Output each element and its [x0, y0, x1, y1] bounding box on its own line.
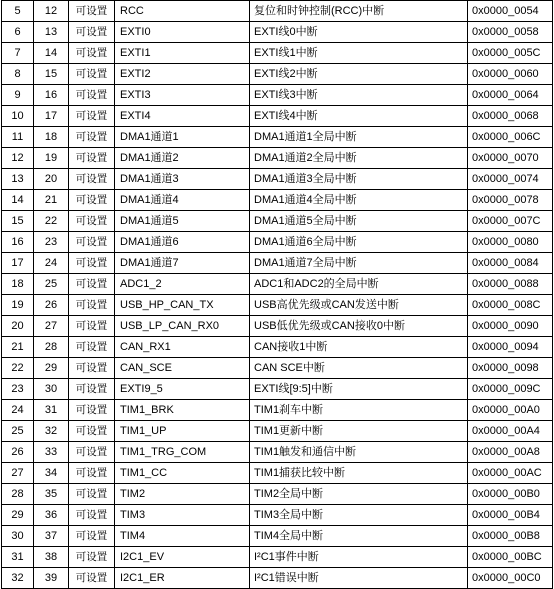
description-cell: 复位和时钟控制(RCC)中断 — [250, 1, 468, 22]
table-row — [2, 505, 553, 526]
description-cell: TIM1触发和通信中断 — [250, 442, 468, 463]
address-cell: 0x0000_0054 — [468, 1, 553, 22]
position-cell: 12 — [2, 148, 34, 169]
description-cell: TIM1更新中断 — [250, 421, 468, 442]
priority-type-cell: 可设置 — [69, 253, 115, 274]
description-cell: CAN接收1中断 — [250, 337, 468, 358]
interrupt-name-cell: USB_HP_CAN_TX — [115, 295, 250, 316]
description-cell: EXTI线4中断 — [250, 106, 468, 127]
priority-cell: 19 — [34, 148, 69, 169]
priority-type-cell: 可设置 — [69, 337, 115, 358]
priority-cell: 24 — [34, 253, 69, 274]
priority-type-cell: 可设置 — [69, 64, 115, 85]
address-cell: 0x0000_00B8 — [468, 526, 553, 547]
interrupt-name-cell: I2C1_ER — [115, 568, 250, 589]
priority-cell: 12 — [34, 1, 69, 22]
priority-cell: 23 — [34, 232, 69, 253]
address-cell: 0x0000_0058 — [468, 22, 553, 43]
address-cell: 0x0000_00A0 — [468, 400, 553, 421]
priority-type-cell: 可设置 — [69, 316, 115, 337]
interrupt-name-cell: I2C1_EV — [115, 547, 250, 568]
description-cell: DMA1通道4全局中断 — [250, 190, 468, 211]
priority-cell: 20 — [34, 169, 69, 190]
table-row — [2, 211, 553, 232]
table-row — [2, 127, 553, 148]
position-cell: 17 — [2, 253, 34, 274]
table-row — [2, 463, 553, 484]
position-cell: 23 — [2, 379, 34, 400]
vector-table-container — [1, 0, 553, 589]
table-row — [2, 379, 553, 400]
position-cell: 7 — [2, 43, 34, 64]
address-cell: 0x0000_007C — [468, 211, 553, 232]
priority-cell: 31 — [34, 400, 69, 421]
position-cell: 10 — [2, 106, 34, 127]
interrupt-name-cell: EXTI2 — [115, 64, 250, 85]
address-cell: 0x0000_00A4 — [468, 421, 553, 442]
interrupt-name-cell: TIM1_TRG_COM — [115, 442, 250, 463]
description-cell: TIM3全局中断 — [250, 505, 468, 526]
address-cell: 0x0000_0068 — [468, 106, 553, 127]
position-cell: 22 — [2, 358, 34, 379]
position-cell: 27 — [2, 463, 34, 484]
address-cell: 0x0000_00BC — [468, 547, 553, 568]
priority-type-cell: 可设置 — [69, 106, 115, 127]
table-row — [2, 148, 553, 169]
description-cell: USB低优先级或CAN接收0中断 — [250, 316, 468, 337]
table-body — [2, 1, 553, 589]
priority-cell: 13 — [34, 22, 69, 43]
table-row — [2, 547, 553, 568]
position-cell: 28 — [2, 484, 34, 505]
position-cell: 14 — [2, 190, 34, 211]
description-cell: EXTI线1中断 — [250, 43, 468, 64]
priority-type-cell: 可设置 — [69, 379, 115, 400]
table-row — [2, 274, 553, 295]
table-row — [2, 1, 553, 22]
table-row — [2, 64, 553, 85]
description-cell: TIM1刹车中断 — [250, 400, 468, 421]
position-cell: 26 — [2, 442, 34, 463]
interrupt-name-cell: CAN_SCE — [115, 358, 250, 379]
priority-type-cell: 可设置 — [69, 505, 115, 526]
position-cell: 9 — [2, 85, 34, 106]
address-cell: 0x0000_0074 — [468, 169, 553, 190]
interrupt-name-cell: RCC — [115, 1, 250, 22]
interrupt-name-cell: ADC1_2 — [115, 274, 250, 295]
interrupt-name-cell: DMA1通道5 — [115, 211, 250, 232]
address-cell: 0x0000_00C0 — [468, 568, 553, 589]
interrupt-name-cell: DMA1通道6 — [115, 232, 250, 253]
interrupt-name-cell: DMA1通道1 — [115, 127, 250, 148]
description-cell: EXTI线0中断 — [250, 22, 468, 43]
interrupt-name-cell: CAN_RX1 — [115, 337, 250, 358]
description-cell: DMA1通道1全局中断 — [250, 127, 468, 148]
interrupt-name-cell: TIM1_CC — [115, 463, 250, 484]
address-cell: 0x0000_00B0 — [468, 484, 553, 505]
interrupt-name-cell: TIM1_UP — [115, 421, 250, 442]
description-cell: I²C1错误中断 — [250, 568, 468, 589]
priority-type-cell: 可设置 — [69, 169, 115, 190]
table-row — [2, 232, 553, 253]
description-cell: I²C1事件中断 — [250, 547, 468, 568]
interrupt-name-cell: EXTI9_5 — [115, 379, 250, 400]
position-cell: 21 — [2, 337, 34, 358]
priority-cell: 25 — [34, 274, 69, 295]
priority-cell: 21 — [34, 190, 69, 211]
position-cell: 19 — [2, 295, 34, 316]
table-row — [2, 484, 553, 505]
address-cell: 0x0000_0098 — [468, 358, 553, 379]
table-row — [2, 253, 553, 274]
position-cell: 18 — [2, 274, 34, 295]
priority-cell: 32 — [34, 421, 69, 442]
table-row — [2, 568, 553, 589]
priority-cell: 16 — [34, 85, 69, 106]
table-row — [2, 43, 553, 64]
priority-cell: 35 — [34, 484, 69, 505]
priority-cell: 18 — [34, 127, 69, 148]
priority-type-cell: 可设置 — [69, 190, 115, 211]
position-cell: 30 — [2, 526, 34, 547]
description-cell: DMA1通道5全局中断 — [250, 211, 468, 232]
position-cell: 13 — [2, 169, 34, 190]
description-cell: DMA1通道2全局中断 — [250, 148, 468, 169]
priority-cell: 28 — [34, 337, 69, 358]
address-cell: 0x0000_0078 — [468, 190, 553, 211]
table-row — [2, 421, 553, 442]
address-cell: 0x0000_0070 — [468, 148, 553, 169]
priority-cell: 34 — [34, 463, 69, 484]
position-cell: 5 — [2, 1, 34, 22]
interrupt-name-cell: TIM2 — [115, 484, 250, 505]
position-cell: 16 — [2, 232, 34, 253]
table-row — [2, 400, 553, 421]
description-cell: EXTI线[9:5]中断 — [250, 379, 468, 400]
interrupt-vector-table — [1, 0, 553, 589]
priority-cell: 30 — [34, 379, 69, 400]
position-cell: 25 — [2, 421, 34, 442]
priority-type-cell: 可设置 — [69, 232, 115, 253]
table-row — [2, 22, 553, 43]
priority-cell: 29 — [34, 358, 69, 379]
position-cell: 8 — [2, 64, 34, 85]
table-row — [2, 358, 553, 379]
description-cell: USB高优先级或CAN发送中断 — [250, 295, 468, 316]
description-cell: TIM2全局中断 — [250, 484, 468, 505]
address-cell: 0x0000_0060 — [468, 64, 553, 85]
interrupt-name-cell: TIM4 — [115, 526, 250, 547]
priority-cell: 39 — [34, 568, 69, 589]
interrupt-name-cell: TIM1_BRK — [115, 400, 250, 421]
table-row — [2, 106, 553, 127]
address-cell: 0x0000_0090 — [468, 316, 553, 337]
address-cell: 0x0000_0080 — [468, 232, 553, 253]
description-cell: ADC1和ADC2的全局中断 — [250, 274, 468, 295]
priority-type-cell: 可设置 — [69, 484, 115, 505]
priority-type-cell: 可设置 — [69, 358, 115, 379]
priority-type-cell: 可设置 — [69, 400, 115, 421]
priority-type-cell: 可设置 — [69, 22, 115, 43]
address-cell: 0x0000_0084 — [468, 253, 553, 274]
table-row — [2, 85, 553, 106]
priority-type-cell: 可设置 — [69, 274, 115, 295]
position-cell: 6 — [2, 22, 34, 43]
interrupt-name-cell: DMA1通道7 — [115, 253, 250, 274]
table-row — [2, 295, 553, 316]
priority-type-cell: 可设置 — [69, 568, 115, 589]
priority-type-cell: 可设置 — [69, 1, 115, 22]
description-cell: DMA1通道3全局中断 — [250, 169, 468, 190]
priority-type-cell: 可设置 — [69, 85, 115, 106]
priority-cell: 33 — [34, 442, 69, 463]
priority-type-cell: 可设置 — [69, 547, 115, 568]
table-row — [2, 316, 553, 337]
position-cell: 29 — [2, 505, 34, 526]
address-cell: 0x0000_0094 — [468, 337, 553, 358]
table-row — [2, 526, 553, 547]
table-row — [2, 442, 553, 463]
priority-type-cell: 可设置 — [69, 148, 115, 169]
address-cell: 0x0000_00A8 — [468, 442, 553, 463]
priority-type-cell: 可设置 — [69, 421, 115, 442]
priority-cell: 26 — [34, 295, 69, 316]
priority-cell: 37 — [34, 526, 69, 547]
interrupt-name-cell: DMA1通道4 — [115, 190, 250, 211]
address-cell: 0x0000_0064 — [468, 85, 553, 106]
priority-cell: 36 — [34, 505, 69, 526]
priority-type-cell: 可设置 — [69, 442, 115, 463]
position-cell: 11 — [2, 127, 34, 148]
priority-cell: 27 — [34, 316, 69, 337]
interrupt-name-cell: USB_LP_CAN_RX0 — [115, 316, 250, 337]
description-cell: TIM4全局中断 — [250, 526, 468, 547]
priority-type-cell: 可设置 — [69, 211, 115, 232]
table-row — [2, 169, 553, 190]
interrupt-name-cell: EXTI4 — [115, 106, 250, 127]
description-cell: EXTI线3中断 — [250, 85, 468, 106]
interrupt-name-cell: DMA1通道2 — [115, 148, 250, 169]
priority-type-cell: 可设置 — [69, 295, 115, 316]
priority-type-cell: 可设置 — [69, 127, 115, 148]
interrupt-name-cell: EXTI3 — [115, 85, 250, 106]
address-cell: 0x0000_009C — [468, 379, 553, 400]
description-cell: DMA1通道6全局中断 — [250, 232, 468, 253]
description-cell: DMA1通道7全局中断 — [250, 253, 468, 274]
priority-cell: 38 — [34, 547, 69, 568]
position-cell: 32 — [2, 568, 34, 589]
position-cell: 24 — [2, 400, 34, 421]
priority-type-cell: 可设置 — [69, 463, 115, 484]
address-cell: 0x0000_00AC — [468, 463, 553, 484]
description-cell: CAN SCE中断 — [250, 358, 468, 379]
interrupt-name-cell: EXTI0 — [115, 22, 250, 43]
position-cell: 20 — [2, 316, 34, 337]
interrupt-name-cell: TIM3 — [115, 505, 250, 526]
interrupt-name-cell: DMA1通道3 — [115, 169, 250, 190]
interrupt-name-cell: EXTI1 — [115, 43, 250, 64]
position-cell: 31 — [2, 547, 34, 568]
address-cell: 0x0000_006C — [468, 127, 553, 148]
address-cell: 0x0000_008C — [468, 295, 553, 316]
address-cell: 0x0000_00B4 — [468, 505, 553, 526]
description-cell: TIM1捕获比较中断 — [250, 463, 468, 484]
address-cell: 0x0000_005C — [468, 43, 553, 64]
table-row — [2, 337, 553, 358]
priority-cell: 14 — [34, 43, 69, 64]
address-cell: 0x0000_0088 — [468, 274, 553, 295]
priority-type-cell: 可设置 — [69, 43, 115, 64]
description-cell: EXTI线2中断 — [250, 64, 468, 85]
table-row — [2, 190, 553, 211]
position-cell: 15 — [2, 211, 34, 232]
priority-cell: 17 — [34, 106, 69, 127]
priority-cell: 22 — [34, 211, 69, 232]
priority-cell: 15 — [34, 64, 69, 85]
priority-type-cell: 可设置 — [69, 526, 115, 547]
